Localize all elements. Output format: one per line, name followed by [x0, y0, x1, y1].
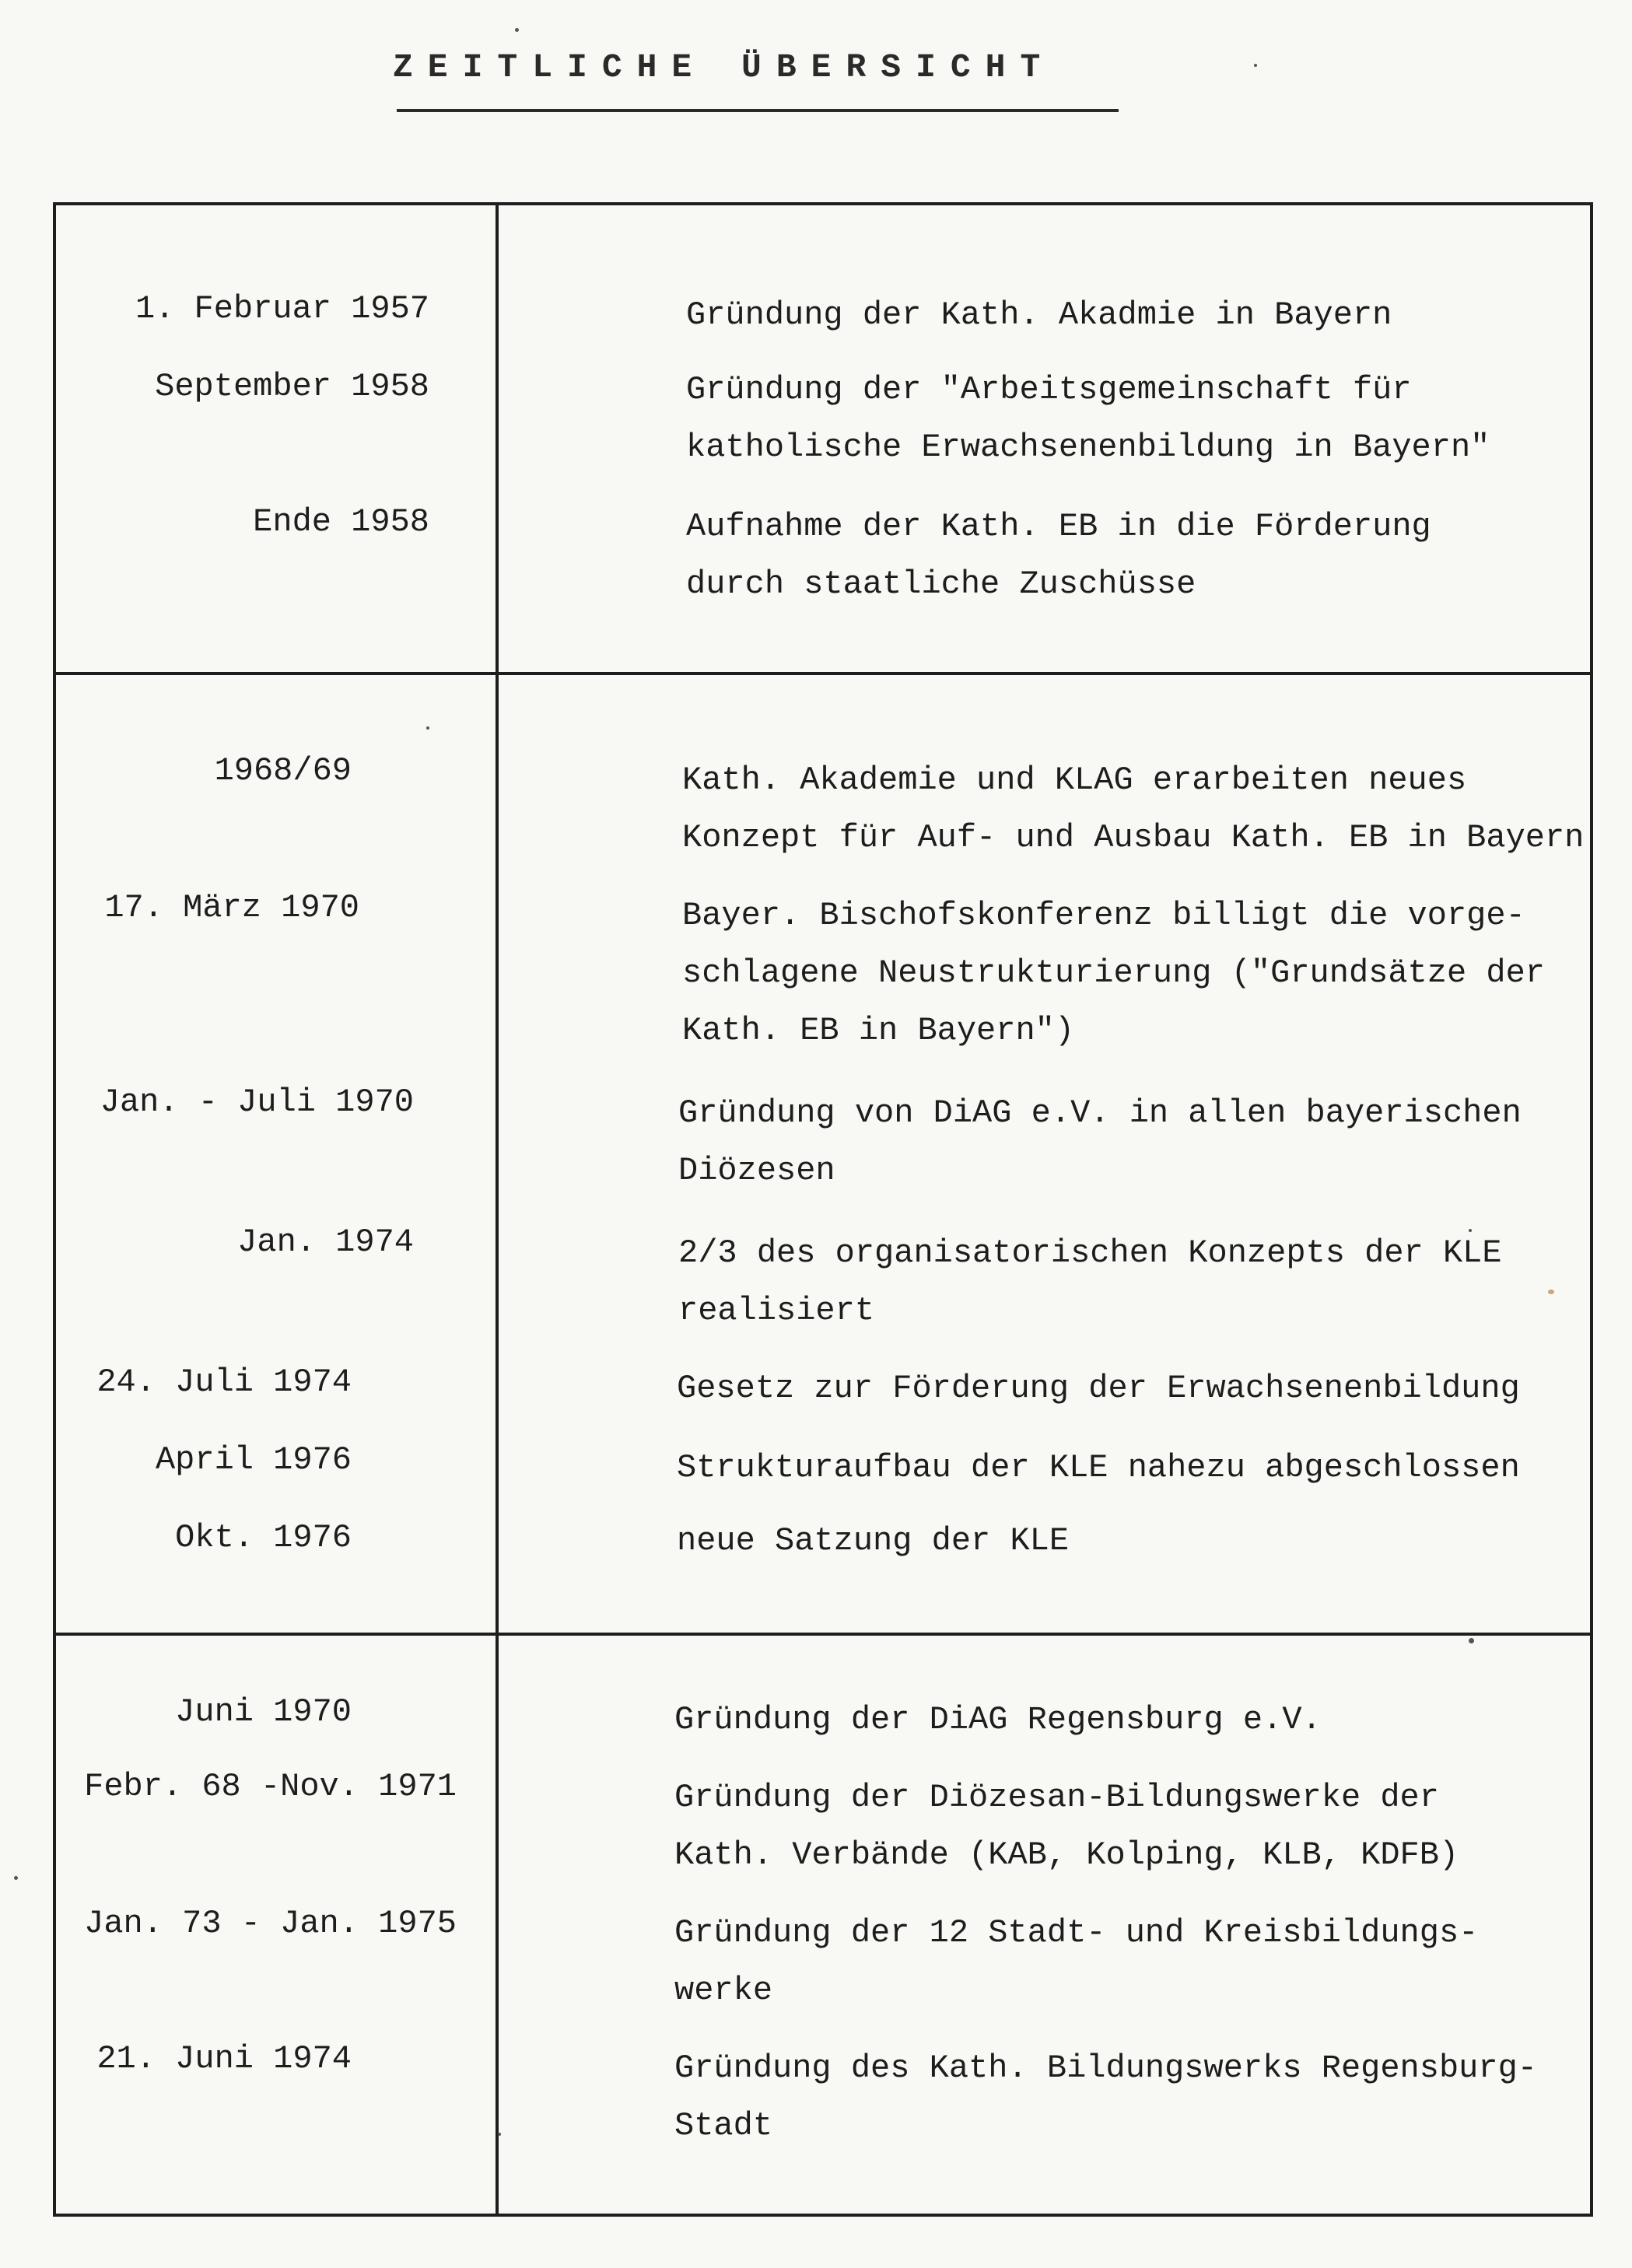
- scan-speck: [1469, 1229, 1472, 1232]
- description-line: Stadt: [674, 2107, 773, 2144]
- description-line: Gründung des Kath. Bildungswerks Regensburg-: [674, 2049, 1537, 2087]
- description-line: Kath. Verbände (KAB, Kolping, KLB, KDFB): [674, 1836, 1459, 1874]
- description-cell: [674, 1769, 1459, 1884]
- date-cell: 17. März 1970: [104, 889, 359, 926]
- description-cell: [677, 1439, 1520, 1496]
- timeline-table: [53, 202, 1593, 2217]
- description-cell: [686, 286, 1392, 344]
- date-cell: Jan. - Juli 1970: [100, 1083, 414, 1121]
- description-line: Gründung der Kath. Akadmie in Bayern: [686, 296, 1392, 334]
- description-cell: [686, 361, 1490, 476]
- title-underline: [397, 109, 1119, 112]
- description-cell: [674, 1904, 1478, 2019]
- date-cell: 24. Juli 1974: [96, 1363, 352, 1401]
- description-line: Kath. Akademie und KLAG erarbeiten neues: [682, 761, 1467, 799]
- scan-speck: [498, 2133, 501, 2136]
- section-divider-2: [56, 1633, 1590, 1636]
- date-cell: 1968/69: [214, 752, 352, 789]
- date-cell: Jan. 1974: [237, 1223, 414, 1261]
- scan-speck: [1254, 64, 1257, 67]
- date-cell: Jan. 73 - Jan. 1975: [84, 1905, 457, 1942]
- description-line: katholische Erwachsenenbildung in Bayern": [686, 429, 1490, 466]
- description-cell: [682, 887, 1545, 1059]
- date-cell: Febr. 68 -Nov. 1971: [84, 1768, 457, 1805]
- description-line: realisiert: [678, 1292, 875, 1329]
- description-cell: [682, 751, 1584, 866]
- description-cell: [677, 1360, 1520, 1417]
- description-line: Konzept für Auf- und Ausbau Kath. EB in Bayern: [682, 819, 1585, 856]
- date-cell: Juni 1970: [175, 1693, 352, 1731]
- description-cell: [677, 1512, 1069, 1570]
- description-line: schlagene Neustrukturierung ("Grundsätze der: [682, 954, 1545, 992]
- description-line: Gründung der "Arbeitsgemeinschaft für: [686, 371, 1412, 408]
- description-line: Kath. EB in Bayern"): [682, 1012, 1075, 1049]
- date-cell: 21. Juni 1974: [96, 2040, 352, 2077]
- scan-speck: [1548, 1290, 1554, 1294]
- description-cell: [686, 498, 1431, 613]
- description-line: Gründung von DiAG e.V. in allen bayerischen: [678, 1094, 1522, 1132]
- date-cell: September 1958: [155, 368, 429, 405]
- description-line: Gründung der DiAG Regensburg e.V.: [674, 1701, 1322, 1738]
- description-line: Gesetz zur Förderung der Erwachsenenbildung: [677, 1370, 1520, 1407]
- date-cell: 1. Februar 1957: [135, 290, 429, 327]
- scan-speck: [14, 1876, 18, 1880]
- description-line: Gründung der 12 Stadt- und Kreisbildungs-: [674, 1914, 1479, 1951]
- scan-speck: [1469, 1638, 1474, 1643]
- scan-speck: [426, 726, 429, 730]
- scan-speck: [515, 28, 519, 32]
- section-divider-1: [56, 672, 1590, 675]
- description-line: 2/3 des organisatorischen Konzepts der KLE: [678, 1234, 1502, 1272]
- description-cell: [674, 2039, 1537, 2154]
- description-line: durch staatliche Zuschüsse: [686, 565, 1196, 603]
- page-title: ZEITLICHE ÜBERSICHT: [393, 48, 1056, 86]
- description-line: Aufnahme der Kath. EB in die Förderung: [686, 508, 1431, 545]
- description-line: Diözesen: [678, 1152, 835, 1189]
- date-cell: April 1976: [155, 1441, 352, 1479]
- date-cell: Ende 1958: [253, 503, 429, 541]
- description-line: Strukturaufbau der KLE nahezu abgeschlossen: [677, 1449, 1520, 1486]
- description-cell: [678, 1084, 1522, 1199]
- description-cell: [678, 1224, 1502, 1339]
- description-line: neue Satzung der KLE: [677, 1522, 1070, 1559]
- column-divider: [496, 205, 499, 2214]
- description-cell: [674, 1691, 1322, 1748]
- description-line: Bayer. Bischofskonferenz billigt die vorge-: [682, 897, 1525, 934]
- date-cell: Okt. 1976: [175, 1519, 352, 1556]
- description-line: werke: [674, 1972, 773, 2009]
- description-line: Gründung der Diözesan-Bildungswerke der: [674, 1779, 1439, 1816]
